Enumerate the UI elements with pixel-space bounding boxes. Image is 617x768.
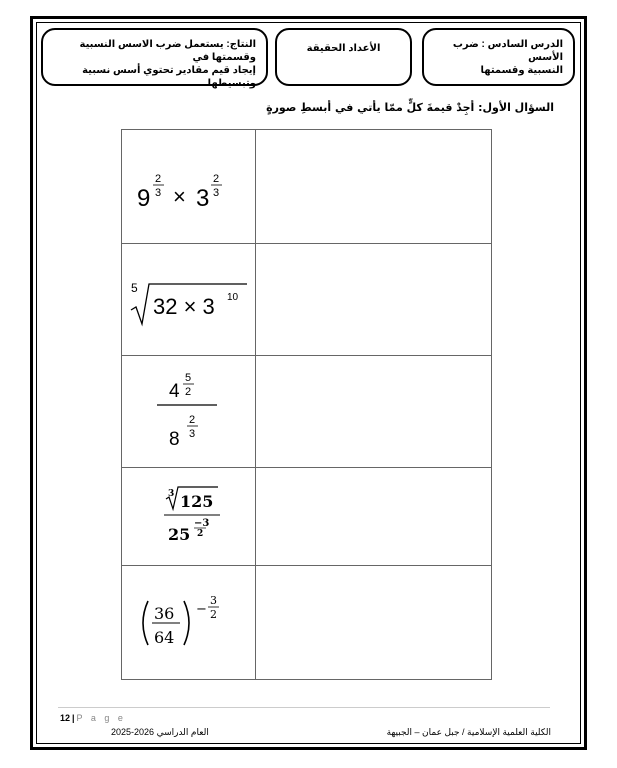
- outcome-line1: النتاج: يستعمل ضرب الاسس النسبية وقسمتها في: [79, 39, 256, 63]
- expression-5: [134, 583, 244, 663]
- lesson-title-box: [422, 28, 575, 86]
- radicand: 32 × 3: [152, 293, 215, 319]
- table-row: [122, 130, 492, 244]
- radicand-exponent: 10: [226, 291, 238, 303]
- exp-num-2: 2: [212, 172, 219, 185]
- root-radicand: 125: [179, 491, 213, 511]
- expression-3: [149, 367, 229, 457]
- times-sign: ×: [172, 183, 186, 209]
- answer-cell[interactable]: [256, 356, 492, 468]
- root-index-3: 3: [167, 488, 174, 499]
- exponent-num: 3: [209, 593, 217, 607]
- exp-den-2: 3: [212, 186, 219, 199]
- lesson-title-line2: النسبية وقسمتها: [480, 65, 563, 76]
- exp-num-1: 2: [154, 172, 161, 185]
- expression-2: [127, 270, 251, 330]
- unit-title-box: [275, 28, 412, 86]
- table-row: [122, 244, 492, 356]
- den-exp-num: 2: [188, 413, 195, 426]
- root-index-5: 5: [130, 280, 138, 295]
- unit-title: الأعداد الحقيقة: [306, 43, 381, 54]
- academic-year: العام الدراسي 2026-2025: [111, 727, 209, 737]
- num-exp-num: 5: [184, 371, 191, 384]
- num-exp-den: 2: [184, 385, 191, 398]
- page-label: P a g e: [76, 713, 126, 723]
- expression-1: [129, 152, 249, 222]
- expression-cell: [122, 566, 256, 680]
- paren-numerator: 36: [153, 603, 174, 623]
- exp-den-1: 3: [154, 186, 161, 199]
- problems-table: [121, 129, 492, 680]
- page-number: [60, 713, 126, 723]
- right-paren: [184, 601, 189, 645]
- expression-cell: [122, 130, 256, 244]
- den-exp-den: 2: [196, 528, 203, 539]
- answer-cell[interactable]: [256, 130, 492, 244]
- question-heading: السؤال الأول: أجِدْ قيمةَ كلٍّ ممّا يأتي في أبسطِ صورةٍ: [266, 101, 554, 114]
- expression-4: [154, 482, 224, 552]
- exponent-den: 2: [209, 607, 217, 621]
- outcome-box: [41, 28, 268, 89]
- numerator-base: 4: [168, 380, 180, 402]
- table-row: [122, 566, 492, 680]
- footer-divider: [58, 707, 550, 708]
- table-row: [122, 356, 492, 468]
- expression-cell: [122, 356, 256, 468]
- base-2: 3: [195, 184, 209, 212]
- expression-cell: [122, 468, 256, 566]
- page-number-value: 12: [60, 713, 71, 723]
- answer-cell[interactable]: [256, 244, 492, 356]
- base-1: 9: [136, 184, 150, 212]
- den-exp-den: 3: [188, 427, 195, 440]
- answer-cell[interactable]: [256, 566, 492, 680]
- paren-denominator: 64: [153, 627, 174, 647]
- expression-cell: [122, 244, 256, 356]
- outcome-line2: إيجاد قيم مقادير تحتوي أسس نسبية وتبسيطها.: [82, 65, 256, 89]
- denominator-base: 8: [168, 428, 180, 450]
- school-name: الكلية العلمية الإسلامية / جبل عمان – الجبيهة: [386, 727, 551, 737]
- exponent-sign: −: [195, 601, 207, 617]
- den-base-25: 25: [167, 524, 190, 544]
- answer-cell[interactable]: [256, 468, 492, 566]
- den-exp-num: −3: [193, 517, 209, 529]
- left-paren: [143, 601, 148, 645]
- lesson-title-line1: الدرس السادس : ضرب الأسس: [452, 39, 563, 63]
- page-separator: |: [72, 713, 75, 723]
- table-row: [122, 468, 492, 566]
